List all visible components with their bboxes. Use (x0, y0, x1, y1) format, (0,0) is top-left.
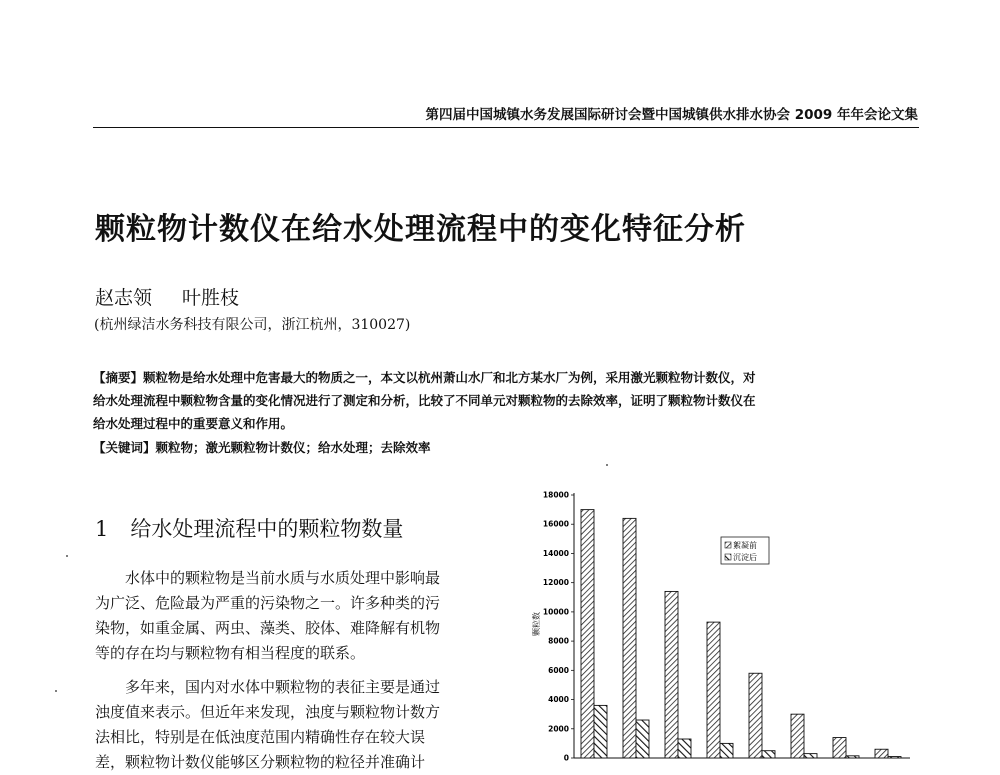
scan-speck (606, 464, 608, 466)
para1-line: 等的存在均与颗粒物有相当程度的联系。 (95, 644, 366, 662)
y-tick-label: 2000 (548, 724, 569, 734)
para1-line: 染物，如重金属、两虫、藻类、胶体、难降解有机物 (95, 619, 441, 637)
paragraph-2 (95, 675, 490, 775)
paragraph-1 (95, 566, 490, 666)
abstract-text-1: 颗粒物是给水处理中危害最大的物质之一，本文以杭州萧山水厂和北方某水厂为例，采用激光颗粒物计数仪，对 (143, 370, 756, 385)
scan-speck (66, 555, 68, 557)
legend-swatch-1 (725, 542, 731, 548)
para2-line: 法相比，特别是在低浊度范围内精确性存在较大误 (95, 728, 426, 746)
para2-line: 浊度值来表示。但近年来发现，浊度与颗粒物计数方 (95, 703, 441, 721)
bar-2-8 (888, 757, 901, 758)
para1-line: 水体中的颗粒物是当前水质与水质处理中影响最 (125, 569, 441, 587)
y-tick-label: 0 (563, 753, 569, 763)
bar-1-1 (581, 510, 594, 758)
y-axis-label: 颗粒数 (532, 612, 541, 636)
bar-2-6 (804, 754, 817, 758)
bar-1-5 (749, 673, 762, 758)
y-tick-label: 12000 (542, 578, 569, 588)
bar-2-2 (636, 720, 649, 758)
para2-line: 多年来，国内对水体中颗粒物的表征主要是通过 (125, 678, 441, 696)
particle-count-bar-chart (518, 484, 918, 764)
para2-line: 差，颗粒物计数仪能够区分颗粒物的粒径并准确计 (95, 753, 426, 771)
para1-line: 为广泛、危险最为严重的污染物之一。许多种类的污 (95, 594, 441, 612)
legend (721, 537, 769, 564)
bar-1-7 (833, 738, 846, 758)
y-tick-label: 10000 (542, 607, 569, 617)
abstract-line-2: 给水处理流程中颗粒物含量的变化情况进行了测定和分析，比较了不同单元对颗粒物的去除效率，证明了颗粒物计数仪在 (93, 393, 756, 408)
y-tick-label: 16000 (542, 519, 569, 529)
bar-1-3 (665, 591, 678, 758)
bar-1-8 (875, 749, 888, 758)
keywords-text: 颗粒物；激光颗粒物计数仪；给水处理；去除效率 (155, 440, 431, 455)
bar-2-4 (720, 743, 733, 758)
bar-2-5 (762, 751, 775, 758)
abstract-line-1 (93, 366, 919, 389)
abstract-line-3: 给水处理过程中的重要意义和作用。 (93, 416, 294, 431)
y-tick-label: 4000 (548, 695, 569, 705)
y-tick-label: 14000 (542, 548, 569, 558)
scan-speck (55, 690, 57, 692)
y-tick-label: 8000 (548, 636, 569, 646)
bar-2-7 (846, 756, 859, 758)
paper-title: 颗粒物计数仪在给水处理流程中的变化特征分析 (95, 212, 746, 247)
section-number: 1 (95, 517, 109, 541)
paper-authors: 赵志领 叶胜枝 (95, 287, 240, 309)
bar-2-3 (678, 739, 691, 758)
legend-entry-1: 絮凝前 (733, 541, 757, 550)
section-heading (95, 513, 403, 543)
legend-swatch-2 (725, 554, 731, 560)
running-header: 第四届中国城镇水务发展国际研讨会暨中国城镇供水排水协会 2009 年年会论文集 (425, 107, 918, 123)
bar-1-4 (707, 622, 720, 758)
y-tick-label: 6000 (548, 665, 569, 675)
keywords-line (93, 436, 919, 459)
bar-1-2 (623, 518, 636, 758)
header-rule (93, 127, 919, 128)
bar-2-1 (594, 705, 607, 758)
abstract-label: 【摘要】 (93, 370, 144, 385)
paper-affiliation: (杭州绿洁水务科技有限公司，浙江杭州，310027) (94, 317, 411, 333)
keywords-label: 【关键词】 (93, 440, 156, 455)
y-tick-label: 18000 (542, 490, 569, 500)
section-title: 给水处理流程中的颗粒物数量 (130, 517, 404, 541)
bar-1-6 (791, 714, 804, 758)
legend-entry-2: 沉淀后 (733, 553, 757, 562)
